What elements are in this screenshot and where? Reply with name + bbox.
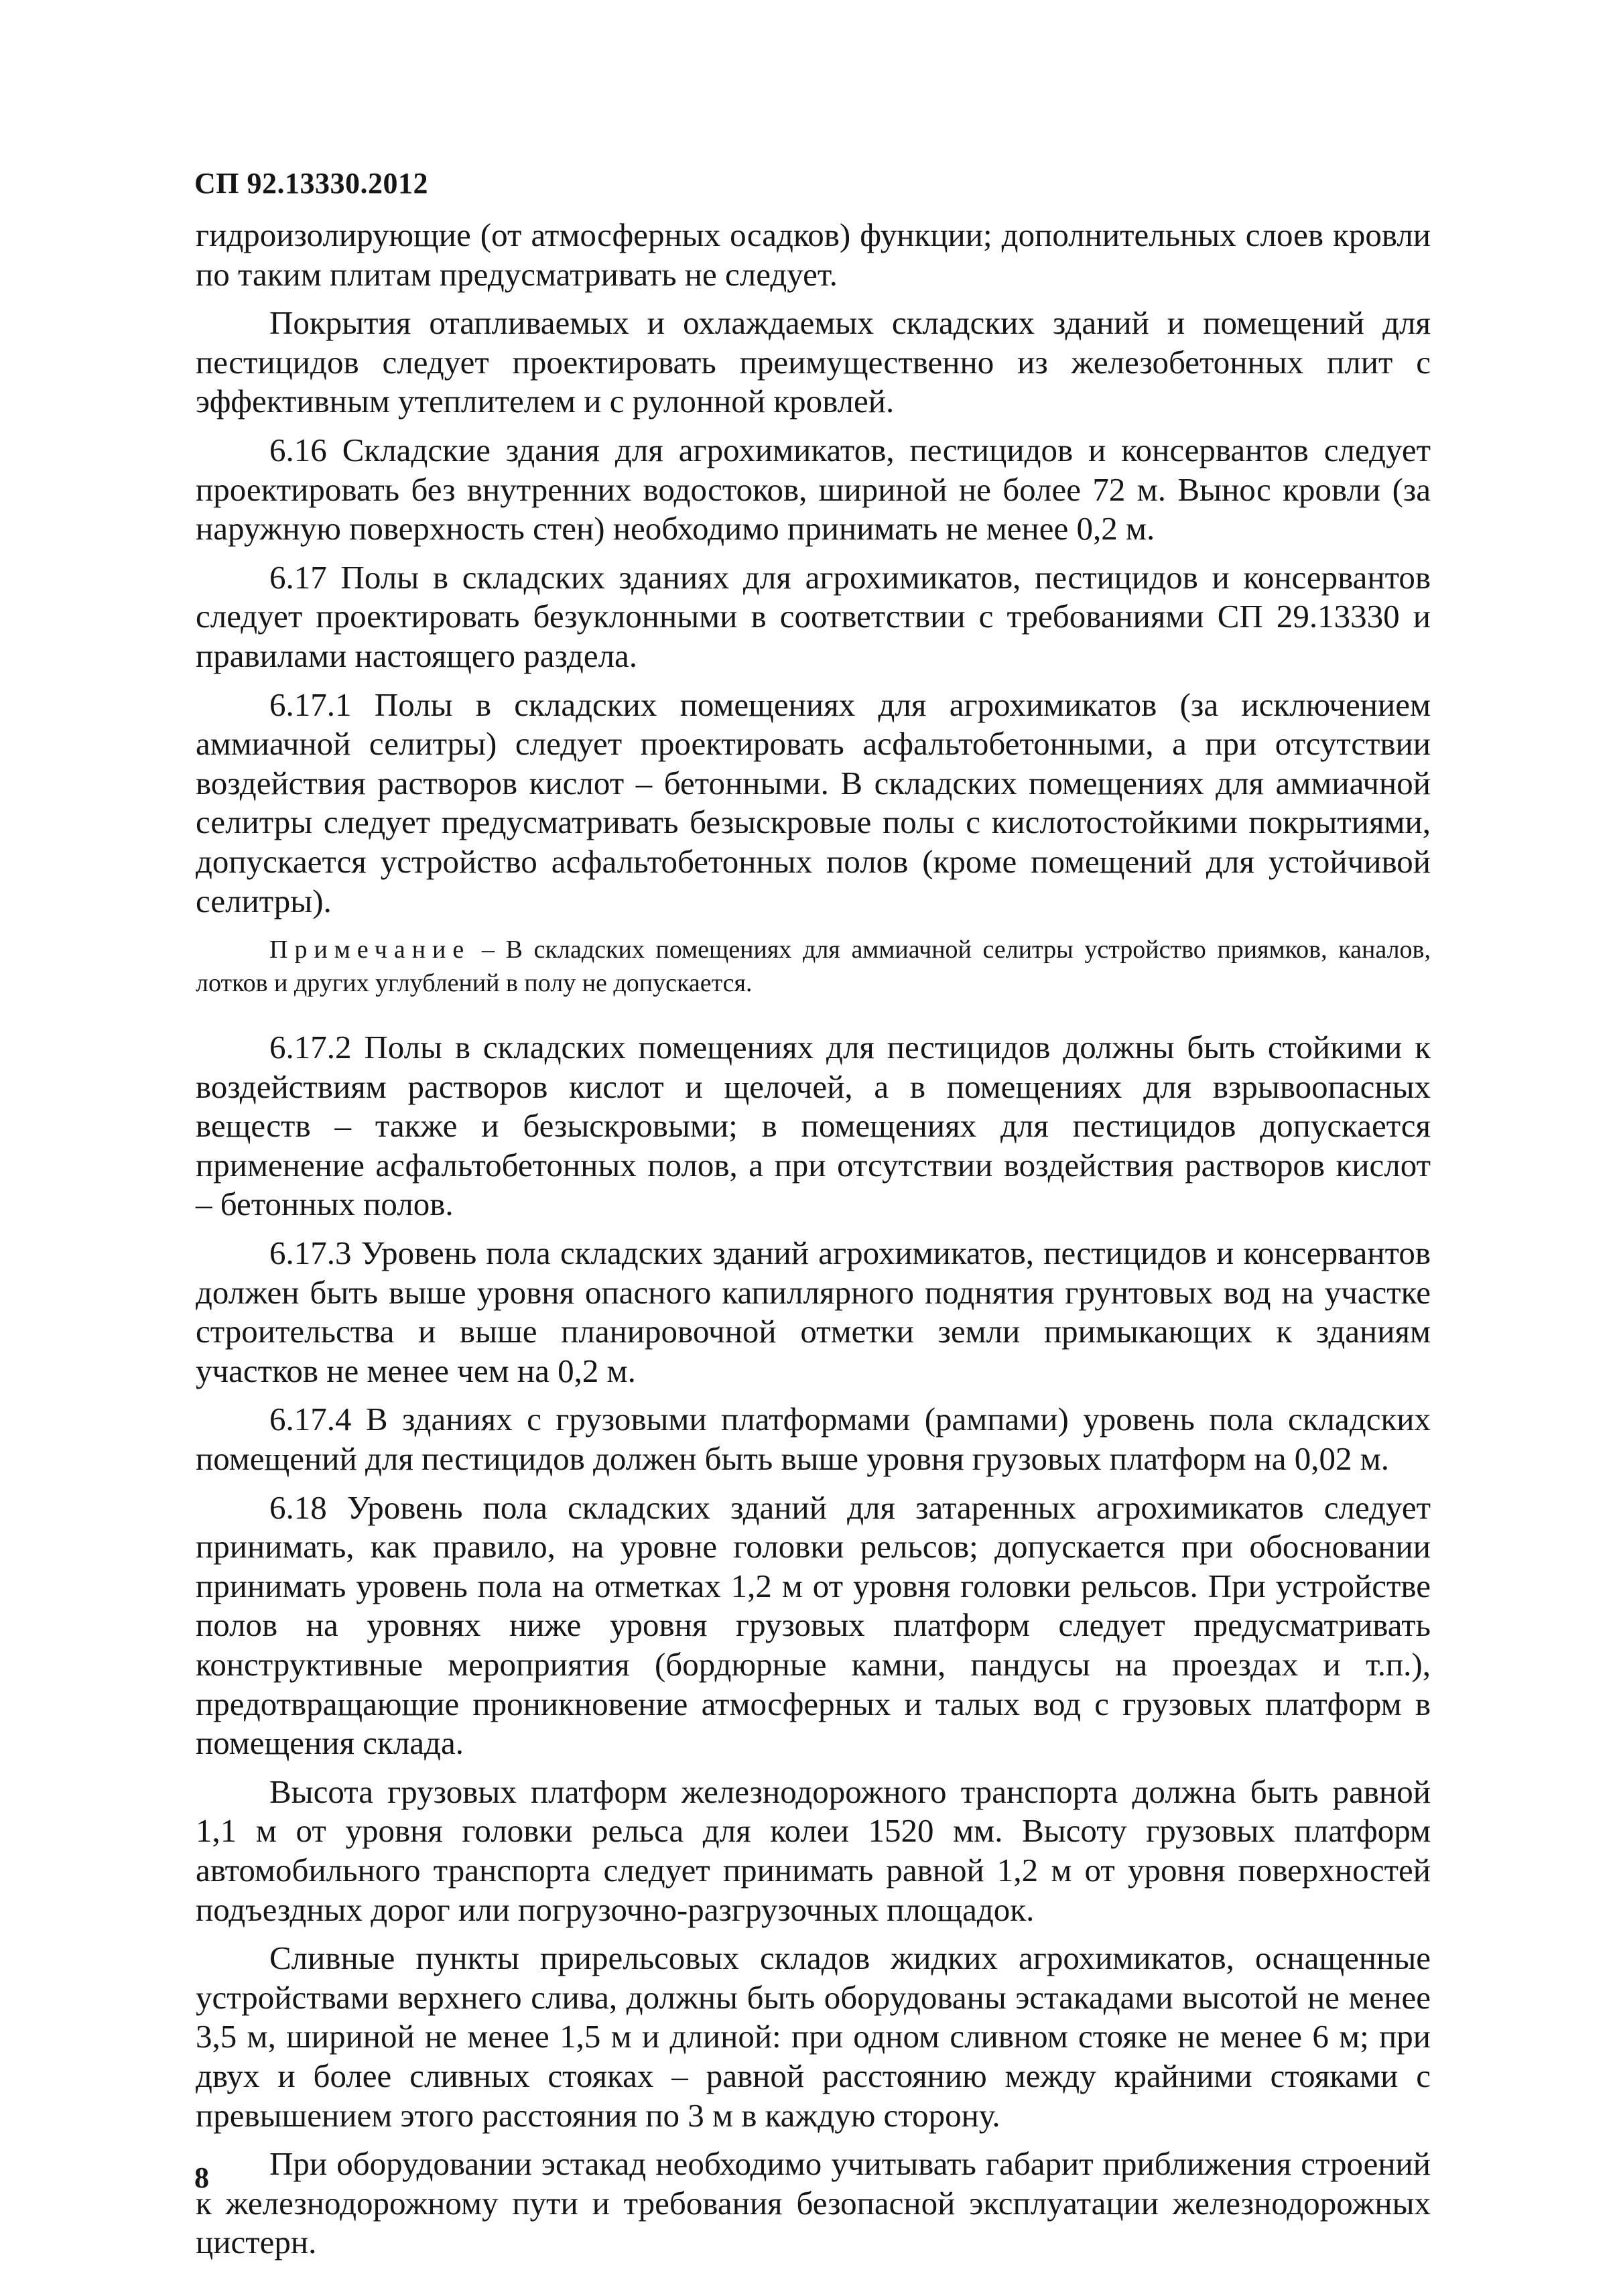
document-code-header: СП 92.13330.2012 bbox=[194, 167, 428, 200]
page-number: 8 bbox=[194, 2161, 209, 2194]
note-text: – В складских помещениях для аммиачной селитры устройство приямков, каналов, лотков и других углублений в полу не допускается. bbox=[196, 936, 1431, 998]
paragraph-6-16: 6.16 Складские здания для агрохимикатов, пестицидов и консервантов следует проектировать без внутренних водостоков, шириной не более 72 м. Вынос кровли (за наружную поверхность стен) необходимо принимать не менее 0,2 м. bbox=[196, 431, 1431, 548]
paragraph-roof-coverings: Покрытия отапливаемых и охлаждаемых складских зданий и помещений для пестицидов следует проектировать преимущественно из железобетонных плит с эффективным утеплителем и с рулонной кровлей. bbox=[196, 304, 1431, 420]
document-body bbox=[196, 216, 1431, 2262]
note-label: Примечание bbox=[269, 936, 471, 964]
paragraph-platform-height: Высота грузовых платформ железнодорожного транспорта должна быть равной 1,1 м от уровня головки рельса для колеи 1520 мм. Высоту грузовых платформ автомобильного транспорта следует принимать равной 1,2 м от уровня поверхностей подъездных дорог или погрузочно-разгрузочных площадок. bbox=[196, 1773, 1431, 1928]
paragraph-trestle-clearance: При оборудовании эстакад необходимо учитывать габарит приближения строений к железнодорожному пути и требования безопасной эксплуатации железнодорожных цистерн. bbox=[196, 2145, 1431, 2261]
note-block bbox=[196, 933, 1431, 1000]
paragraph-6-17-4: 6.17.4 В зданиях с грузовыми платформами (рампами) уровень пола складских помещений для пестицидов должен быть выше уровня грузовых платформ на 0,02 м. bbox=[196, 1401, 1431, 1478]
paragraph-drain-points: Сливные пункты прирельсовых складов жидких агрохимикатов, оснащенные устройствами верхнего слива, должны быть оборудованы эстакадами высотой не менее 3,5 м, шириной не менее 1,5 м и длиной: при одном сливном стояке не менее 6 м; при двух и более сливных стояках – равной расстоянию между крайними стояками с превышением этого расстояния по 3 м в каждую сторону. bbox=[196, 1939, 1431, 2134]
paragraph-6-17-2: 6.17.2 Полы в складских помещениях для пестицидов должны быть стойкими к воздействиям растворов кислот и щелочей, а в помещениях для взрывоопасных веществ – также и безыскровыми; в помещениях для пестицидов допускается применение асфальтобетонных полов, а при отсутствии воздействия растворов кислот – бетонных полов. bbox=[196, 1029, 1431, 1223]
paragraph-6-17: 6.17 Полы в складских зданиях для агрохимикатов, пестицидов и консервантов следует проектировать безуклонными в соответствии с требованиями СП 29.13330 и правилами настоящего раздела. bbox=[196, 558, 1431, 674]
paragraph-continuation: гидроизолирующие (от атмосферных осадков) функции; дополнительных слоев кровли по таким плитам предусматривать не следует. bbox=[196, 216, 1431, 293]
paragraph-6-18: 6.18 Уровень пола складских зданий для затаренных агрохимикатов следует принимать, как правило, на уровне головки рельсов; допускается при обосновании принимать уровень пола на отметках 1,2 м от уровня головки рельсов. При устройстве полов на уровнях ниже уровня грузовых платформ следует предусматривать конструктивные мероприятия (бордюрные камни, пандусы на проездах и т.п.), предотвращающие проникновение атмосферных и талых вод с грузовых платформ в помещения склада. bbox=[196, 1488, 1431, 1762]
paragraph-6-17-3: 6.17.3 Уровень пола складских зданий агрохимикатов, пестицидов и консервантов должен быть выше уровня опасного капиллярного поднятия грунтовых вод на участке строительства и выше планировочной отметки земли примыкающих к зданиям участков не менее чем на 0,2 м. bbox=[196, 1234, 1431, 1389]
paragraph-6-17-1: 6.17.1 Полы в складских помещениях для агрохимикатов (за исключением аммиачной селитры) следует проектировать асфальтобетонными, а при отсутствии воздействия растворов кислот – бетонными. В складских помещениях для аммиачной селитры следует предусматривать безыскровые полы с кислотостойкими покрытиями, допускается устройство асфальтобетонных полов (кроме помещений для устойчивой селитры). bbox=[196, 686, 1431, 919]
